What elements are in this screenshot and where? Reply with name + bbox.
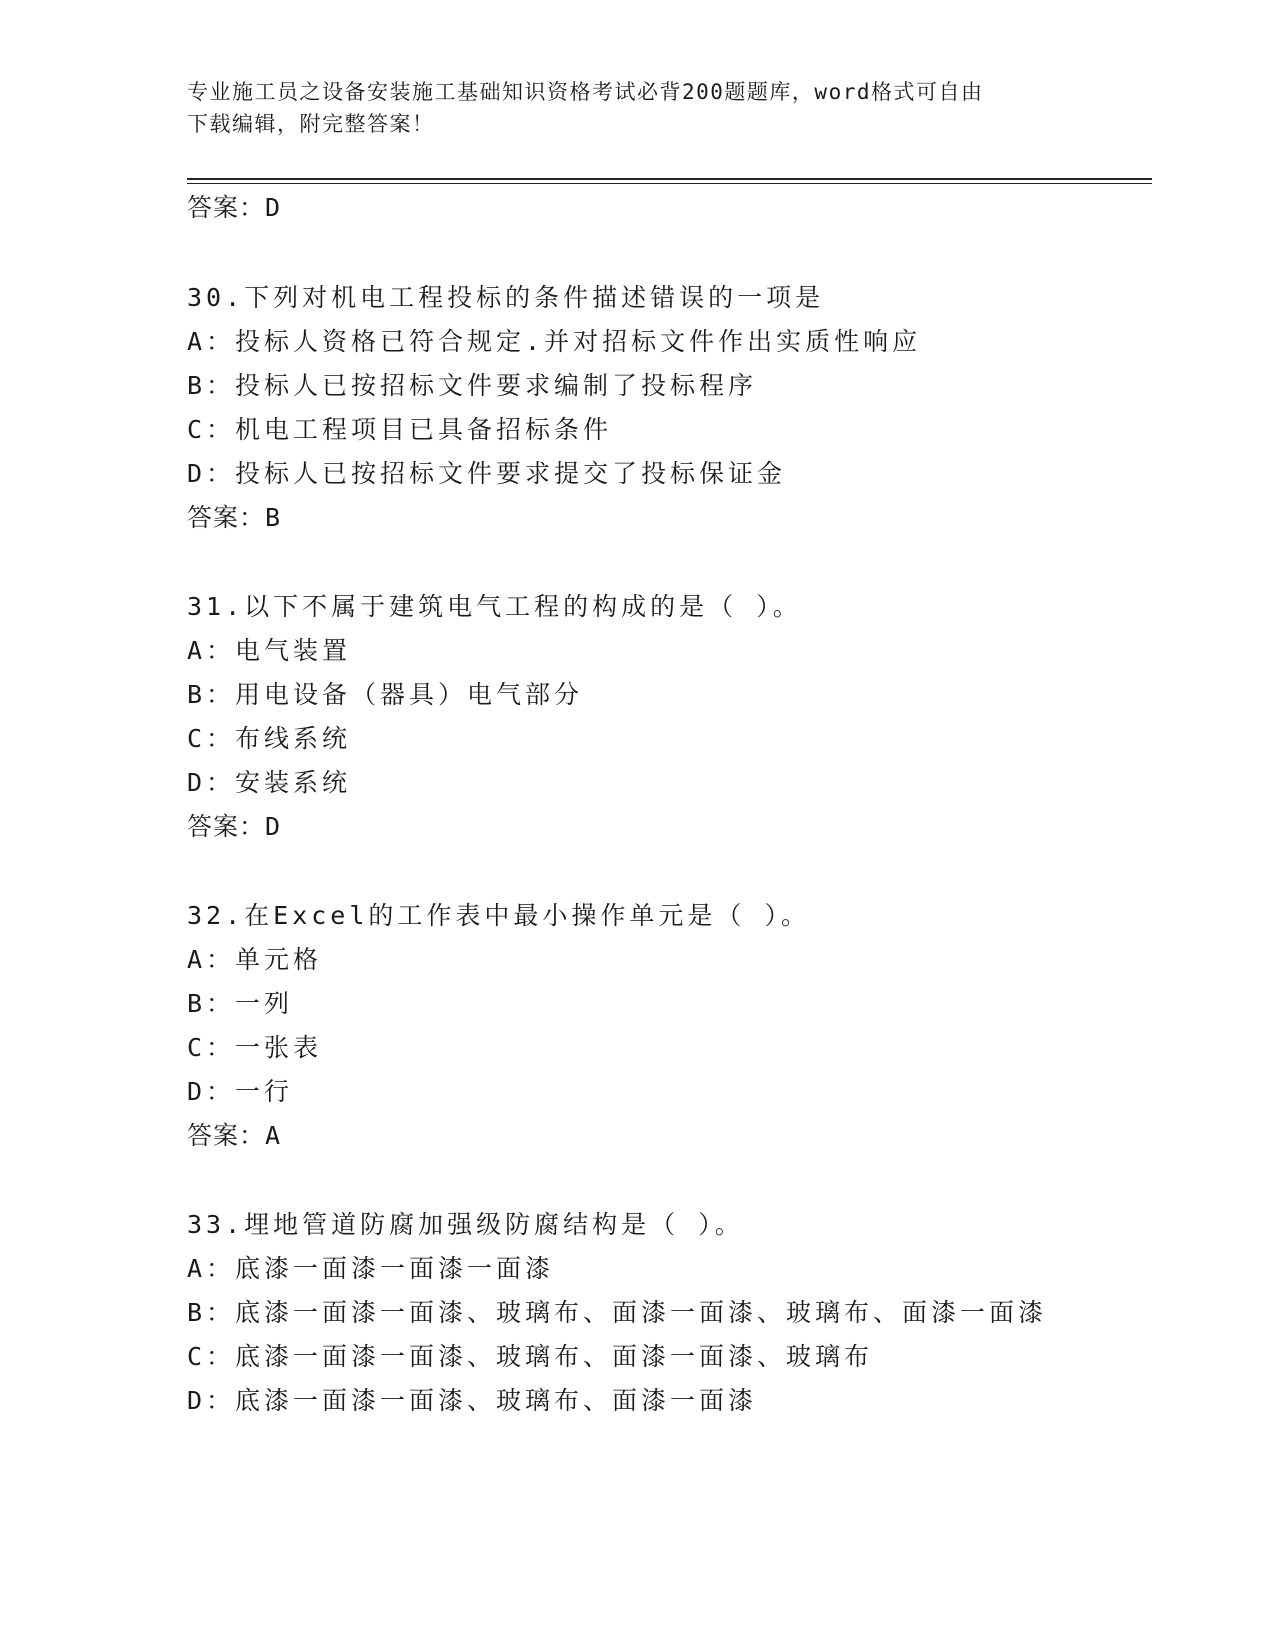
header-divider-thick (187, 178, 1152, 180)
option-a: A：投标人资格已符合规定.并对招标文件作出实质性响应 (187, 327, 922, 356)
option-b: B：底漆一面漆一面漆、玻璃布、面漆一面漆、玻璃布、面漆一面漆 (187, 1298, 1048, 1327)
question-stem: 32.在Excel的工作表中最小操作单元是（ ）。 (187, 901, 810, 930)
option-a: A：底漆一面漆一面漆一面漆 (187, 1254, 555, 1283)
header-divider-thin (187, 183, 1152, 184)
option-c: C：一张表 (187, 1033, 323, 1062)
document-header (187, 76, 1067, 140)
answer-line (187, 1119, 281, 1153)
answer-label: 答案： (187, 812, 266, 841)
question-stem: 33.埋地管道防腐加强级防腐结构是（ ）。 (187, 1210, 744, 1239)
question-stem: 31.以下不属于建筑电气工程的构成的是（ ）。 (187, 592, 802, 621)
option-a: A：电气装置 (187, 636, 352, 665)
option-d: D：底漆一面漆一面漆、玻璃布、面漆一面漆 (187, 1386, 758, 1415)
option-d: D：一行 (187, 1077, 294, 1106)
question-stem: 30.下列对机电工程投标的条件描述错误的一项是 (187, 283, 825, 312)
option-c: C：布线系统 (187, 724, 352, 753)
answer-value: D (265, 812, 282, 841)
option-d: D：投标人已按招标文件要求提交了投标保证金 (187, 459, 787, 488)
option-d: D：安装系统 (187, 768, 352, 797)
header-title-line1: 专业施工员之设备安装施工基础知识资格考试必背200题题库，word格式可自由 (187, 80, 984, 104)
option-c: C：机电工程项目已具备招标条件 (187, 415, 613, 444)
option-c: C：底漆一面漆一面漆、玻璃布、面漆一面漆、玻璃布 (187, 1342, 874, 1371)
answer-line (187, 501, 281, 535)
answer-value: A (265, 1121, 282, 1150)
answer-value: D (265, 193, 282, 222)
answer-label: 答案： (187, 193, 266, 222)
answer-value: B (265, 503, 282, 532)
header-title-line2: 下载编辑，附完整答案！ (187, 112, 435, 136)
option-b: B：一列 (187, 989, 294, 1018)
option-b: B：投标人已按招标文件要求编制了投标程序 (187, 371, 758, 400)
answer-line (187, 191, 281, 225)
answer-line (187, 810, 281, 844)
option-b: B：用电设备（器具）电气部分 (187, 680, 584, 709)
option-a: A：单元格 (187, 945, 323, 974)
answer-label: 答案： (187, 1121, 266, 1150)
answer-label: 答案： (187, 503, 266, 532)
